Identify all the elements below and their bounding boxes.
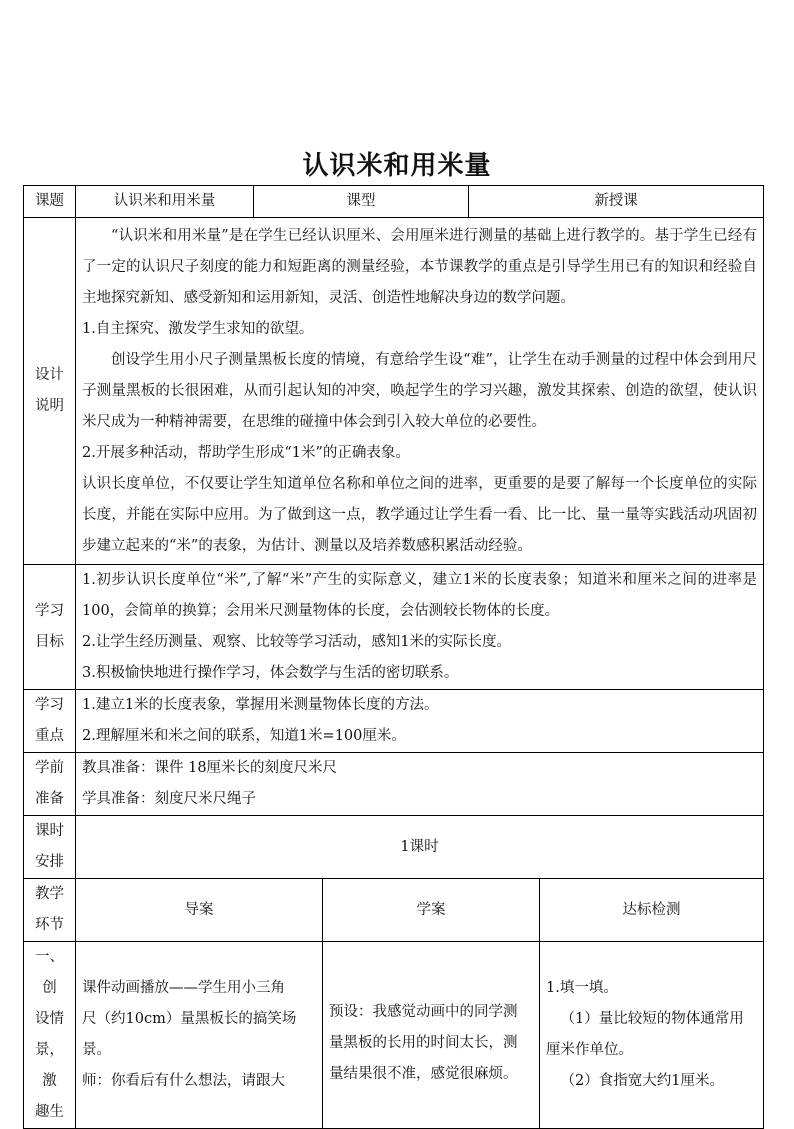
schedule-label-line2: 安排 bbox=[35, 854, 64, 870]
goals-label-line2: 目标 bbox=[35, 634, 64, 650]
topic-row bbox=[24, 186, 764, 218]
stage-1-guide-line: 师：你看后有什么想法，请跟大 bbox=[82, 1073, 285, 1089]
preparation-label-line2: 准备 bbox=[35, 791, 64, 807]
process-label bbox=[24, 879, 76, 942]
preparation-item: 学具准备：刻度尺米尺绳子 bbox=[82, 791, 256, 807]
type-value: 新授课 bbox=[469, 186, 764, 218]
design-paragraph: 2.开展多种活动，帮助学生形成“1米”的正确表象。 bbox=[82, 444, 410, 461]
check-column-header: 达标检测 bbox=[540, 879, 764, 942]
preparation-content bbox=[76, 753, 764, 816]
stage-1-guide-line: 景。 bbox=[82, 1042, 111, 1058]
design-label bbox=[24, 218, 76, 565]
stage-1-guide-line: 尺（约10cm）量黑板长的搞笑场 bbox=[82, 1011, 297, 1027]
goal-item: 3.积极愉快地进行操作学习，体会数学与生活的密切联系。 bbox=[82, 665, 459, 681]
goals-label bbox=[24, 565, 76, 690]
preparation-label-line1: 学前 bbox=[35, 760, 64, 776]
design-paragraph: 创设学生用小尺子测量黑板长度的情境，有意给学生设“难”，让学生在动手测量的过程中体会到用尺子测量黑板的长很困难，从而引起认知的冲突，唤起学生的学习兴趣，激发其探索、创造的欲望，使认识米尺成为一种精神需要，在思维的碰撞中体会到引入较大单位的必要性。 bbox=[82, 351, 757, 430]
stage-1-check-line: 厘米作单位。 bbox=[546, 1042, 633, 1058]
preparation-label bbox=[24, 753, 76, 816]
stage-1-study-line: 量黑板的长用的时间太长，测 bbox=[329, 1035, 518, 1051]
stage-1-study-line: 量结果很不准，感觉很麻烦。 bbox=[329, 1066, 518, 1082]
stage-1-guide bbox=[76, 942, 323, 1129]
stage-1-label-line: 设情 bbox=[35, 1011, 64, 1027]
stage-1-label-line: 一、创 bbox=[35, 949, 64, 996]
topic-value: 认识米和用米量 bbox=[76, 186, 254, 218]
stage-1-study bbox=[323, 942, 540, 1129]
process-header-row bbox=[24, 879, 764, 942]
goal-item: 2.让学生经历测量、观察、比较等学习活动，感知1米的实际长度。 bbox=[82, 634, 512, 650]
stage-1-check-line: （1）量比较短的物体通常用 bbox=[560, 1011, 744, 1027]
stage-1-row bbox=[24, 942, 764, 1129]
goals-row bbox=[24, 565, 764, 690]
page-title: 认识米和用米量 bbox=[302, 151, 492, 181]
stage-1-check-line: 1.填一填。 bbox=[546, 980, 618, 996]
preparation-row bbox=[24, 753, 764, 816]
lesson-plan-table bbox=[23, 185, 764, 1129]
process-label-line1: 教学 bbox=[35, 886, 64, 902]
key-points-label-line1: 学习 bbox=[35, 697, 64, 713]
schedule-value: 1课时 bbox=[76, 816, 764, 879]
design-label-line2: 说明 bbox=[35, 398, 64, 414]
stage-1-label-line: 景，激 bbox=[35, 1042, 64, 1089]
key-point-item: 1.建立1米的长度表象，掌握用米测量物体长度的方法。 bbox=[82, 697, 439, 713]
key-point-item: 2.理解厘米和米之间的联系，知道1米=100厘米。 bbox=[82, 728, 406, 744]
stage-1-study-line: 预设：我感觉动画中的同学测 bbox=[329, 1004, 518, 1020]
stage-1-label-line: 趣生 bbox=[35, 1104, 64, 1120]
design-label-line1: 设计 bbox=[35, 367, 64, 383]
design-content bbox=[76, 218, 764, 565]
type-label: 课型 bbox=[254, 186, 469, 218]
stage-1-check-line: （2）食指宽大约1厘米。 bbox=[560, 1073, 724, 1089]
goals-content bbox=[76, 565, 764, 690]
stage-1-check bbox=[540, 942, 764, 1129]
design-paragraph: 1.自主探究、激发学生求知的欲望。 bbox=[82, 320, 314, 337]
goal-item: 1.初步认识长度单位“米”,了解“米”产生的实际意义，建立1米的长度表象；知道米和厘米之间的进率是100，会简单的换算；会用米尺测量物体的长度，会估测较长物体的长度。 bbox=[82, 572, 757, 619]
guide-column-header: 导案 bbox=[76, 879, 323, 942]
topic-label: 课题 bbox=[24, 186, 76, 218]
design-paragraph: “认识米和用米量”是在学生已经认识厘米、会用厘米进行测量的基础上进行教学的。基于学生已经有了一定的认识尺子刻度的能力和短距离的测量经验，本节课教学的重点是引导学生用已有的知识和经验自主地探究新知、感受新知和运用新知，灵活、创造性地解决身边的数学问题。 bbox=[82, 227, 757, 306]
schedule-label bbox=[24, 816, 76, 879]
key-points-label-line2: 重点 bbox=[35, 728, 64, 744]
key-points-content bbox=[76, 690, 764, 753]
stage-1-label bbox=[24, 942, 76, 1129]
preparation-item: 教具准备：课件 18厘米长的刻度尺米尺 bbox=[82, 760, 338, 776]
key-points-row bbox=[24, 690, 764, 753]
stage-1-guide-line: 课件动画播放——学生用小三角 bbox=[82, 980, 285, 996]
study-column-header: 学案 bbox=[323, 879, 540, 942]
process-label-line2: 环节 bbox=[35, 917, 64, 933]
goals-label-line1: 学习 bbox=[35, 603, 64, 619]
schedule-row bbox=[24, 816, 764, 879]
schedule-label-line1: 课时 bbox=[35, 823, 64, 839]
design-paragraph: 认识长度单位，不仅要让学生知道单位名称和单位之间的进率，更重要的是要了解每一个长度单位的实际长度，并能在实际中应用。为了做到这一点，教学通过让学生看一看、比一比、量一量等实践活动巩固初步建立起来的“米”的表象，为估计、测量以及培养数感积累活动经验。 bbox=[82, 475, 757, 554]
design-row bbox=[24, 218, 764, 565]
key-points-label bbox=[24, 690, 76, 753]
